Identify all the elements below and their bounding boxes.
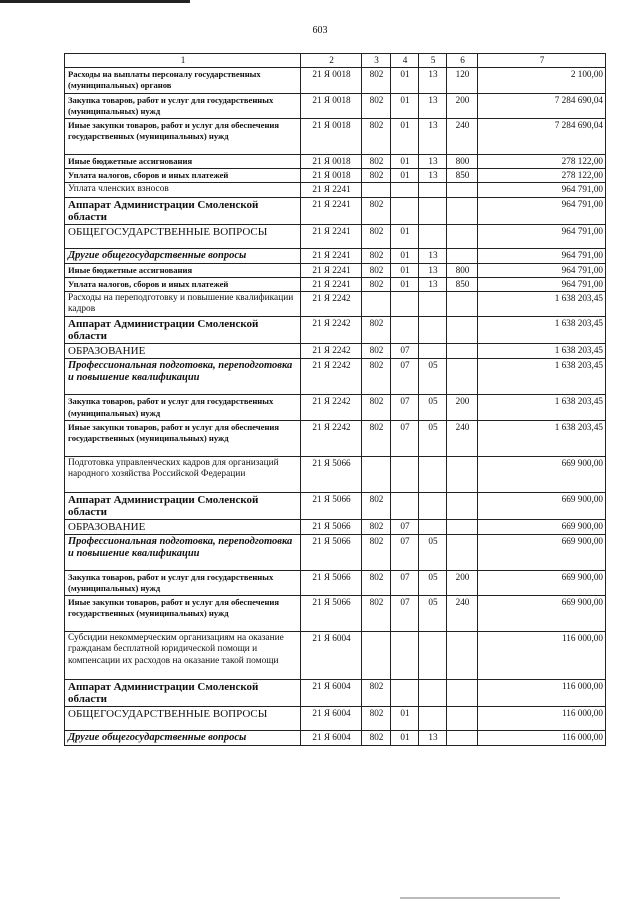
row-name-cell: Уплата членских взносов: [65, 183, 301, 197]
table-row: [65, 292, 606, 317]
target-article-cell: 21 Я 6004: [301, 707, 362, 731]
grbs-cell: 802: [362, 68, 391, 93]
target-article-cell: 21 Я 6004: [301, 632, 362, 680]
section-cell: [391, 632, 419, 680]
grbs-cell: [362, 632, 391, 680]
budget-table-body: [65, 54, 606, 746]
subsection-cell: [419, 197, 447, 224]
subsection-cell: 05: [419, 570, 447, 595]
target-article-cell: 21 Я 2241: [301, 248, 362, 263]
grbs-cell: [362, 183, 391, 197]
table-row: [65, 534, 606, 570]
row-name-cell: ОБЩЕГОСУДАРСТВЕННЫЕ ВОПРОСЫ: [65, 707, 301, 731]
table-row: [65, 68, 606, 93]
section-cell: 07: [391, 359, 419, 395]
table-row: [65, 248, 606, 263]
amount-cell: 1 638 203,45: [478, 359, 606, 395]
table-row: [65, 183, 606, 197]
subsection-cell: [419, 519, 447, 534]
expense-type-cell: [447, 534, 478, 570]
expense-type-cell: [447, 183, 478, 197]
expense-type-cell: 240: [447, 596, 478, 632]
amount-cell: 116 000,00: [478, 632, 606, 680]
subsection-cell: 13: [419, 119, 447, 155]
header-row: [65, 54, 606, 68]
target-article-cell: 21 Я 2242: [301, 317, 362, 344]
target-article-cell: 21 Я 5066: [301, 596, 362, 632]
grbs-cell: 802: [362, 277, 391, 291]
section-cell: [391, 292, 419, 317]
expense-type-cell: [447, 456, 478, 492]
subsection-cell: [419, 632, 447, 680]
row-name-cell: Уплата налогов, сборов и иных платежей: [65, 277, 301, 291]
expense-type-cell: [447, 317, 478, 344]
grbs-cell: 802: [362, 248, 391, 263]
target-article-cell: 21 Я 5066: [301, 456, 362, 492]
target-article-cell: 21 Я 5066: [301, 519, 362, 534]
row-name-cell: Подготовка управленческих кадров для организаций народного хозяйства Российской Федерации: [65, 456, 301, 492]
grbs-cell: [362, 456, 391, 492]
subsection-cell: 13: [419, 68, 447, 93]
amount-cell: 964 791,00: [478, 183, 606, 197]
section-cell: [391, 197, 419, 224]
amount-cell: 669 900,00: [478, 596, 606, 632]
amount-cell: 669 900,00: [478, 492, 606, 519]
section-cell: 01: [391, 263, 419, 277]
amount-cell: 964 791,00: [478, 277, 606, 291]
table-row: [65, 93, 606, 118]
target-article-cell: 21 Я 2241: [301, 224, 362, 248]
expense-type-cell: [447, 344, 478, 359]
target-article-cell: 21 Я 5066: [301, 492, 362, 519]
subsection-cell: [419, 344, 447, 359]
amount-cell: 964 791,00: [478, 248, 606, 263]
target-article-cell: 21 Я 0018: [301, 119, 362, 155]
amount-cell: 7 284 690,04: [478, 119, 606, 155]
expense-type-cell: [447, 731, 478, 746]
subsection-cell: 05: [419, 395, 447, 420]
section-cell: 07: [391, 519, 419, 534]
scan-bottom-mark: [400, 897, 560, 899]
table-row: [65, 632, 606, 680]
target-article-cell: 21 Я 2241: [301, 277, 362, 291]
table-row: [65, 359, 606, 395]
target-article-cell: 21 Я 0018: [301, 155, 362, 169]
row-name-cell: Иные бюджетные ассигнования: [65, 155, 301, 169]
amount-cell: 116 000,00: [478, 680, 606, 707]
column-header-subsection: 5: [419, 54, 447, 68]
row-name-cell: Иные закупки товаров, работ и услуг для обеспечения государственных (муниципальных) нужд: [65, 119, 301, 155]
amount-cell: 669 900,00: [478, 534, 606, 570]
grbs-cell: 802: [362, 93, 391, 118]
expense-type-cell: 850: [447, 277, 478, 291]
expense-type-cell: 200: [447, 570, 478, 595]
expense-type-cell: 800: [447, 155, 478, 169]
row-name-cell: Аппарат Администрации Смоленской области: [65, 197, 301, 224]
grbs-cell: 802: [362, 492, 391, 519]
subsection-cell: [419, 224, 447, 248]
table-row: [65, 155, 606, 169]
section-cell: 01: [391, 707, 419, 731]
section-cell: 07: [391, 344, 419, 359]
row-name-cell: Субсидии некоммерческим организациям на оказание гражданам бесплатной юридической помощи и компенсации их расходов на оказание такой помощи: [65, 632, 301, 680]
subsection-cell: 13: [419, 277, 447, 291]
row-name-cell: ОБРАЗОВАНИЕ: [65, 519, 301, 534]
row-name-cell: Аппарат Администрации Смоленской области: [65, 680, 301, 707]
amount-cell: 2 100,00: [478, 68, 606, 93]
table-row: [65, 277, 606, 291]
table-row: [65, 420, 606, 456]
amount-cell: 669 900,00: [478, 570, 606, 595]
expense-type-cell: [447, 707, 478, 731]
grbs-cell: 802: [362, 317, 391, 344]
subsection-cell: 13: [419, 93, 447, 118]
table-row: [65, 317, 606, 344]
target-article-cell: 21 Я 2242: [301, 344, 362, 359]
row-name-cell: Закупка товаров, работ и услуг для государственных (муниципальных) нужд: [65, 570, 301, 595]
target-article-cell: 21 Я 2242: [301, 395, 362, 420]
section-cell: 01: [391, 169, 419, 183]
subsection-cell: [419, 492, 447, 519]
table-row: [65, 519, 606, 534]
table-row: [65, 492, 606, 519]
amount-cell: 669 900,00: [478, 519, 606, 534]
grbs-cell: 802: [362, 707, 391, 731]
table-row: [65, 395, 606, 420]
amount-cell: 964 791,00: [478, 224, 606, 248]
grbs-cell: 802: [362, 169, 391, 183]
page-number: 603: [312, 25, 328, 36]
subsection-cell: 13: [419, 263, 447, 277]
budget-table: [64, 53, 606, 746]
row-name-cell: Другие общегосударственные вопросы: [65, 248, 301, 263]
expense-type-cell: 240: [447, 119, 478, 155]
section-cell: 07: [391, 534, 419, 570]
expense-type-cell: 800: [447, 263, 478, 277]
target-article-cell: 21 Я 2241: [301, 183, 362, 197]
section-cell: [391, 183, 419, 197]
target-article-cell: 21 Я 2241: [301, 197, 362, 224]
subsection-cell: [419, 292, 447, 317]
subsection-cell: 05: [419, 534, 447, 570]
column-header-section: 4: [391, 54, 419, 68]
row-name-cell: Уплата налогов, сборов и иных платежей: [65, 169, 301, 183]
section-cell: 07: [391, 596, 419, 632]
amount-cell: 7 284 690,04: [478, 93, 606, 118]
subsection-cell: 13: [419, 155, 447, 169]
amount-cell: 964 791,00: [478, 263, 606, 277]
amount-cell: 1 638 203,45: [478, 317, 606, 344]
grbs-cell: 802: [362, 731, 391, 746]
grbs-cell: 802: [362, 344, 391, 359]
grbs-cell: 802: [362, 119, 391, 155]
grbs-cell: 802: [362, 596, 391, 632]
target-article-cell: 21 Я 2242: [301, 292, 362, 317]
expense-type-cell: [447, 632, 478, 680]
target-article-cell: 21 Я 6004: [301, 680, 362, 707]
expense-type-cell: [447, 680, 478, 707]
section-cell: 01: [391, 68, 419, 93]
expense-type-cell: 850: [447, 169, 478, 183]
target-article-cell: 21 Я 6004: [301, 731, 362, 746]
amount-cell: 1 638 203,45: [478, 420, 606, 456]
grbs-cell: [362, 292, 391, 317]
expense-type-cell: [447, 519, 478, 534]
amount-cell: 116 000,00: [478, 707, 606, 731]
expense-type-cell: 240: [447, 420, 478, 456]
row-name-cell: Иные закупки товаров, работ и услуг для обеспечения государственных (муниципальных) нужд: [65, 420, 301, 456]
subsection-cell: [419, 317, 447, 344]
target-article-cell: 21 Я 0018: [301, 169, 362, 183]
expense-type-cell: 120: [447, 68, 478, 93]
row-name-cell: Закупка товаров, работ и услуг для государственных (муниципальных) нужд: [65, 93, 301, 118]
amount-cell: 116 000,00: [478, 731, 606, 746]
subsection-cell: [419, 680, 447, 707]
table-row: [65, 224, 606, 248]
table-row: [65, 707, 606, 731]
expense-type-cell: [447, 197, 478, 224]
column-header-expense-type: 6: [447, 54, 478, 68]
subsection-cell: 05: [419, 596, 447, 632]
row-name-cell: Расходы на выплаты персоналу государственных (муниципальных) органов: [65, 68, 301, 93]
section-cell: [391, 456, 419, 492]
grbs-cell: 802: [362, 570, 391, 595]
subsection-cell: [419, 456, 447, 492]
subsection-cell: 13: [419, 248, 447, 263]
expense-type-cell: [447, 359, 478, 395]
row-name-cell: Аппарат Администрации Смоленской области: [65, 317, 301, 344]
target-article-cell: 21 Я 5066: [301, 534, 362, 570]
column-header-amount: 7: [478, 54, 606, 68]
section-cell: [391, 492, 419, 519]
row-name-cell: Закупка товаров, работ и услуг для государственных (муниципальных) нужд: [65, 395, 301, 420]
table-row: [65, 570, 606, 595]
section-cell: 01: [391, 119, 419, 155]
table-row: [65, 456, 606, 492]
table-row: [65, 197, 606, 224]
section-cell: 01: [391, 93, 419, 118]
expense-type-cell: 200: [447, 93, 478, 118]
scan-edge-mark: [0, 0, 190, 3]
target-article-cell: 21 Я 0018: [301, 93, 362, 118]
expense-type-cell: 200: [447, 395, 478, 420]
row-name-cell: Иные бюджетные ассигнования: [65, 263, 301, 277]
section-cell: [391, 680, 419, 707]
row-name-cell: Другие общегосударственные вопросы: [65, 731, 301, 746]
expense-type-cell: [447, 224, 478, 248]
subsection-cell: 05: [419, 359, 447, 395]
target-article-cell: 21 Я 2242: [301, 420, 362, 456]
column-header-name: 1: [65, 54, 301, 68]
row-name-cell: Иные закупки товаров, работ и услуг для обеспечения государственных (муниципальных) нужд: [65, 596, 301, 632]
grbs-cell: 802: [362, 224, 391, 248]
amount-cell: 1 638 203,45: [478, 344, 606, 359]
amount-cell: 278 122,00: [478, 155, 606, 169]
row-name-cell: ОБЩЕГОСУДАРСТВЕННЫЕ ВОПРОСЫ: [65, 224, 301, 248]
section-cell: 01: [391, 248, 419, 263]
subsection-cell: 05: [419, 420, 447, 456]
section-cell: 01: [391, 155, 419, 169]
grbs-cell: 802: [362, 519, 391, 534]
target-article-cell: 21 Я 0018: [301, 68, 362, 93]
row-name-cell: Расходы на переподготовку и повышение квалификации кадров: [65, 292, 301, 317]
grbs-cell: 802: [362, 680, 391, 707]
amount-cell: 964 791,00: [478, 197, 606, 224]
expense-type-cell: [447, 492, 478, 519]
table-row: [65, 596, 606, 632]
expense-type-cell: [447, 248, 478, 263]
amount-cell: 669 900,00: [478, 456, 606, 492]
table-row: [65, 680, 606, 707]
target-article-cell: 21 Я 2241: [301, 263, 362, 277]
subsection-cell: [419, 183, 447, 197]
column-header-target-article: 2: [301, 54, 362, 68]
section-cell: [391, 317, 419, 344]
grbs-cell: 802: [362, 534, 391, 570]
table-row: [65, 263, 606, 277]
target-article-cell: 21 Я 5066: [301, 570, 362, 595]
amount-cell: 278 122,00: [478, 169, 606, 183]
grbs-cell: 802: [362, 197, 391, 224]
table-row: [65, 344, 606, 359]
column-header-grbs: 3: [362, 54, 391, 68]
table-row: [65, 731, 606, 746]
section-cell: 01: [391, 731, 419, 746]
amount-cell: 1 638 203,45: [478, 395, 606, 420]
section-cell: 01: [391, 224, 419, 248]
subsection-cell: 13: [419, 731, 447, 746]
grbs-cell: 802: [362, 155, 391, 169]
subsection-cell: 13: [419, 169, 447, 183]
grbs-cell: 802: [362, 263, 391, 277]
table-row: [65, 119, 606, 155]
row-name-cell: Профессиональная подготовка, переподготовка и повышение квалификации: [65, 534, 301, 570]
expense-type-cell: [447, 292, 478, 317]
amount-cell: 1 638 203,45: [478, 292, 606, 317]
section-cell: 01: [391, 277, 419, 291]
table-row: [65, 169, 606, 183]
grbs-cell: 802: [362, 420, 391, 456]
section-cell: 07: [391, 420, 419, 456]
subsection-cell: [419, 707, 447, 731]
row-name-cell: ОБРАЗОВАНИЕ: [65, 344, 301, 359]
target-article-cell: 21 Я 2242: [301, 359, 362, 395]
row-name-cell: Аппарат Администрации Смоленской области: [65, 492, 301, 519]
section-cell: 07: [391, 395, 419, 420]
grbs-cell: 802: [362, 359, 391, 395]
section-cell: 07: [391, 570, 419, 595]
grbs-cell: 802: [362, 395, 391, 420]
row-name-cell: Профессиональная подготовка, переподготовка и повышение квалификации: [65, 359, 301, 395]
